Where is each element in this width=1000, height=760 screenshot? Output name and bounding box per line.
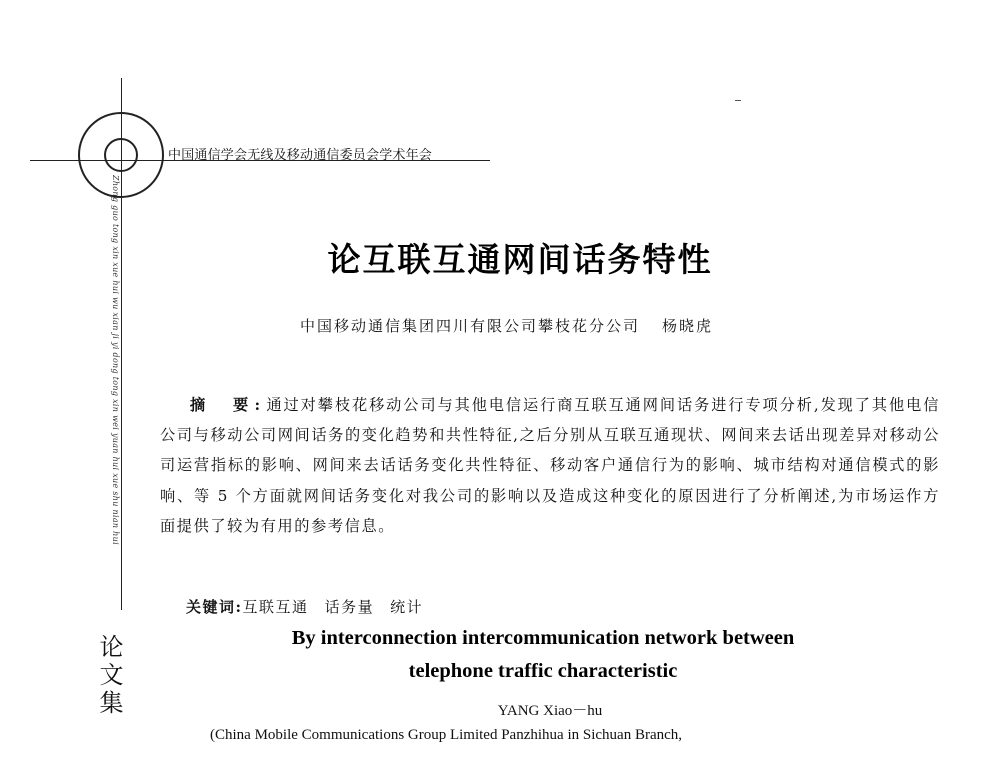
author-line (300, 315, 713, 336)
side-label-proceedings: 论文集 (95, 634, 123, 718)
keyword-item: 统计 (390, 598, 424, 616)
paper-title: 论互联互通网间话务特性 (327, 240, 713, 279)
keywords (186, 596, 439, 617)
vertical-pinyin-label: Zhong guo tong xin xue hui wu xian ji yi dong tong xin wei yuan hui xue shu nian hui (111, 175, 120, 545)
scan-speck (735, 100, 741, 101)
abstract-label: 摘 要: (190, 396, 267, 414)
abstract (160, 390, 940, 541)
author-affiliation: 中国移动通信集团四川有限公司攀枝花分公司 (300, 317, 641, 335)
english-title-line1: By interconnection intercommunication network between (291, 627, 795, 649)
keyword-item: 话务量 (324, 598, 375, 616)
logo-inner-ring-icon (104, 138, 138, 172)
english-affiliation: (China Mobile Communications Group Limited Panzhihua in Sichuan Branch, (210, 727, 683, 743)
author-name: 杨晓虎 (662, 317, 714, 335)
english-title-line2: telephone traffic characteristic (408, 660, 678, 682)
keyword-item: 互联互通 (242, 598, 309, 616)
conference-header: 中国通信学会无线及移动通信委员会学术年会 (168, 148, 433, 163)
abstract-text: 通过对攀枝花移动公司与其他电信运行商互联互通网间话务进行专项分析,发现了其他电信公司与移动公司网间话务的变化趋势和共性特征,之后分别从互联互通现状、网间来去话出现差异对移动公司运营指标的影响、网间来去话话务变化共性特征、移动客户通信行为的影响、城市结构对通信模式的影响、等 5 个方面就网间话务变化对我公司的影响以及造成这种变化的原因进行了分析阐述,为市场运作方面提供了较为有用的参考信息。 (160, 396, 940, 535)
english-author: YANG Xiao－hu (497, 703, 603, 719)
keywords-label: 关键词: (186, 598, 243, 616)
